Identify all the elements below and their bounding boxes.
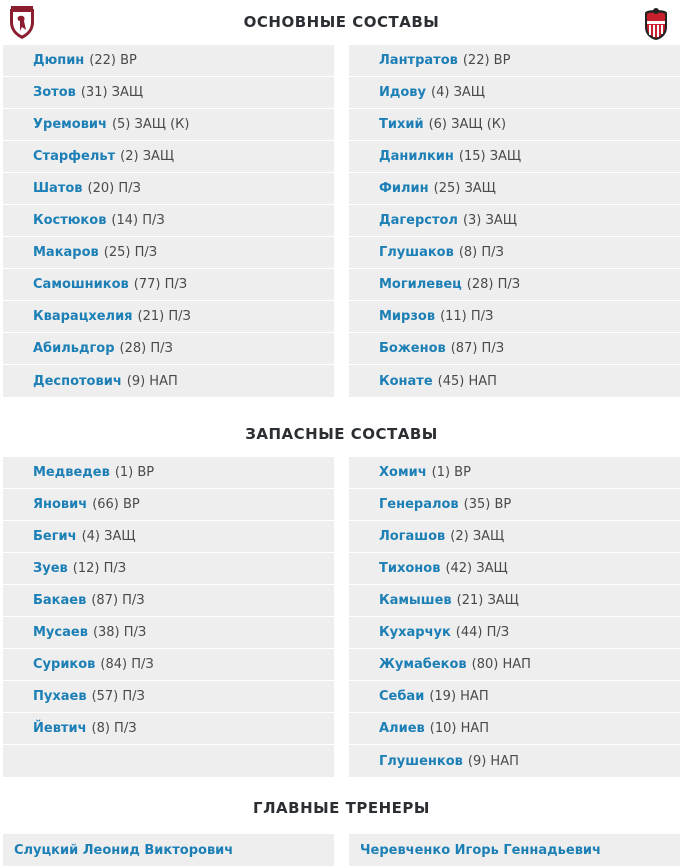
player-row	[349, 269, 680, 301]
player-row	[3, 173, 334, 205]
away-head-coach[interactable]: Черевченко Игорь Геннадьевич	[349, 834, 680, 866]
player-name-link[interactable]: Глушенков	[379, 753, 463, 769]
player-number-position: (8) П/З	[91, 721, 137, 736]
player-number-position: (14) П/З	[111, 213, 165, 228]
player-name-link[interactable]: Янович	[33, 497, 88, 512]
player-name-link[interactable]: Хомич	[379, 465, 427, 480]
player-name-link[interactable]: Макаров	[33, 245, 99, 260]
player-number-position: (9) НАП	[467, 753, 519, 769]
player-row	[3, 365, 334, 397]
home-substitutes	[3, 457, 334, 777]
player-row	[349, 173, 680, 205]
player-number-position: (2) ЗАЩ	[450, 529, 505, 544]
player-number-position: (1) ВР	[114, 465, 155, 480]
player-row	[3, 333, 334, 365]
player-row	[3, 617, 334, 649]
player-name-link[interactable]: Тихонов	[379, 561, 441, 576]
player-name-link[interactable]: Конате	[379, 373, 433, 389]
player-name-link[interactable]: Абильдгор	[33, 341, 115, 356]
player-number-position: (20) П/З	[87, 181, 141, 196]
player-row	[3, 77, 334, 109]
player-row	[349, 45, 680, 77]
player-name-link[interactable]: Старфельт	[33, 149, 116, 164]
player-name-link[interactable]: Лантратов	[379, 53, 458, 68]
player-number-position: (84) П/З	[100, 657, 154, 672]
player-row	[3, 713, 334, 745]
player-number-position: (6) ЗАЩ (К)	[428, 117, 507, 132]
player-number-position: (28) П/З	[466, 277, 521, 292]
substitutes-title: ЗАПАСНЫЕ СОСТАВЫ	[245, 425, 438, 443]
player-number-position: (21) ЗАЩ	[456, 593, 519, 608]
head-coaches-title: ГЛАВНЫЕ ТРЕНЕРЫ	[253, 799, 430, 817]
player-row	[3, 553, 334, 585]
player-number-position: (25) ЗАЩ	[433, 181, 496, 196]
player-row	[349, 713, 680, 745]
player-row	[349, 301, 680, 333]
player-number-position: (11) П/З	[440, 309, 494, 324]
player-number-position: (87) П/З	[91, 593, 145, 608]
player-row	[349, 649, 680, 681]
player-number-position: (1) ВР	[431, 465, 471, 480]
player-row	[3, 141, 334, 173]
player-number-position: (45) НАП	[437, 373, 497, 389]
player-number-position: (87) П/З	[450, 341, 505, 356]
player-number-position: (10) НАП	[429, 721, 490, 736]
player-row	[3, 521, 334, 553]
empty-row	[3, 745, 334, 777]
player-row	[3, 585, 334, 617]
player-name-link[interactable]: Мусаев	[33, 625, 88, 640]
player-name-link[interactable]: Кухарчук	[379, 625, 451, 640]
player-row	[3, 205, 334, 237]
player-number-position: (38) П/З	[92, 625, 147, 640]
away-starting-lineup	[349, 45, 680, 397]
player-name-link[interactable]: Дагерстол	[379, 213, 458, 228]
player-number-position: (19) НАП	[429, 689, 489, 704]
player-name-link[interactable]: Дюпин	[33, 53, 85, 68]
player-name-link[interactable]: Алиев	[379, 721, 425, 736]
player-number-position: (66) ВР	[92, 497, 140, 512]
player-number-position: (77) П/З	[133, 277, 188, 292]
player-name-link[interactable]: Костюков	[33, 213, 107, 228]
player-name-link[interactable]: Глушаков	[379, 245, 454, 260]
player-number-position: (15) ЗАЩ	[458, 149, 522, 164]
player-row	[349, 617, 680, 649]
player-row	[349, 141, 680, 173]
player-number-position: (9) НАП	[126, 373, 178, 389]
player-row	[349, 77, 680, 109]
player-number-position: (4) ЗАЩ	[81, 529, 136, 544]
player-name-link[interactable]: Филин	[379, 181, 429, 196]
player-name-link[interactable]: Суриков	[33, 657, 96, 672]
player-row	[3, 457, 334, 489]
player-number-position: (22) ВР	[89, 53, 137, 68]
player-number-position: (28) П/З	[119, 341, 173, 356]
player-row	[3, 109, 334, 141]
away-substitutes	[349, 457, 680, 777]
player-row	[3, 301, 334, 333]
player-number-position: (4) ЗАЩ	[431, 85, 486, 100]
player-row	[3, 237, 334, 269]
player-name-link[interactable]: Логашов	[379, 529, 446, 544]
player-row	[349, 489, 680, 521]
player-row	[3, 649, 334, 681]
player-name-link[interactable]: Боженов	[379, 341, 446, 356]
player-number-position: (21) П/З	[137, 309, 191, 324]
player-name-link[interactable]: Медведев	[33, 465, 110, 480]
player-name-link[interactable]: Зотов	[33, 85, 76, 100]
player-name-link[interactable]: Бегич	[33, 529, 77, 544]
player-name-link[interactable]: Идову	[379, 85, 427, 100]
player-number-position: (80) НАП	[471, 657, 531, 672]
player-number-position: (2) ЗАЩ	[120, 149, 175, 164]
player-name-link[interactable]: Кварацхелия	[33, 309, 133, 324]
player-name-link[interactable]: Зуев	[33, 561, 68, 576]
player-name-link[interactable]: Пухаев	[33, 689, 87, 704]
player-name-link[interactable]: Тихий	[379, 117, 424, 132]
player-number-position: (44) П/З	[455, 625, 510, 640]
player-name-link[interactable]: Шатов	[33, 181, 83, 196]
player-name-link[interactable]: Себаи	[379, 689, 425, 704]
player-row	[349, 205, 680, 237]
player-number-position: (3) ЗАЩ	[462, 213, 517, 228]
player-row	[349, 553, 680, 585]
player-name-link[interactable]: Йевтич	[33, 721, 87, 736]
player-row	[349, 585, 680, 617]
home-head-coach[interactable]: Слуцкий Леонид Викторович	[3, 834, 334, 866]
player-name-link[interactable]: Могилевец	[379, 277, 462, 292]
starting-lineups-title: ОСНОВНЫЕ СОСТАВЫ	[243, 13, 440, 31]
player-name-link[interactable]: Генералов	[379, 497, 459, 512]
player-row	[349, 457, 680, 489]
player-row	[349, 521, 680, 553]
player-number-position: (22) ВР	[462, 53, 511, 68]
player-row	[349, 333, 680, 365]
player-number-position: (8) П/З	[458, 245, 504, 260]
player-row	[3, 269, 334, 301]
player-number-position: (25) П/З	[103, 245, 158, 260]
player-name-link[interactable]: Мирзов	[379, 309, 436, 324]
player-number-position: (12) П/З	[72, 561, 127, 576]
player-name-link[interactable]: Камышев	[379, 593, 452, 608]
player-number-position: (42) ЗАЩ	[445, 561, 508, 576]
player-name-link[interactable]: Деспотович	[33, 373, 122, 389]
player-number-position: (5) ЗАЩ (К)	[111, 117, 190, 132]
player-name-link[interactable]: Уремович	[33, 117, 107, 132]
player-number-position: (31) ЗАЩ	[80, 85, 144, 100]
player-name-link[interactable]: Бакаев	[33, 593, 87, 608]
player-row	[3, 681, 334, 713]
home-starting-lineup	[3, 45, 334, 397]
player-row	[349, 109, 680, 141]
player-row	[3, 45, 334, 77]
player-name-link[interactable]: Самошников	[33, 277, 129, 292]
player-name-link[interactable]: Данилкин	[379, 149, 454, 164]
player-name-link[interactable]: Жумабеков	[379, 657, 467, 672]
player-row	[349, 681, 680, 713]
player-row	[349, 745, 680, 777]
player-number-position: (35) ВР	[463, 497, 512, 512]
player-number-position: (57) П/З	[91, 689, 145, 704]
player-row	[349, 237, 680, 269]
player-row	[3, 489, 334, 521]
player-row	[349, 365, 680, 397]
